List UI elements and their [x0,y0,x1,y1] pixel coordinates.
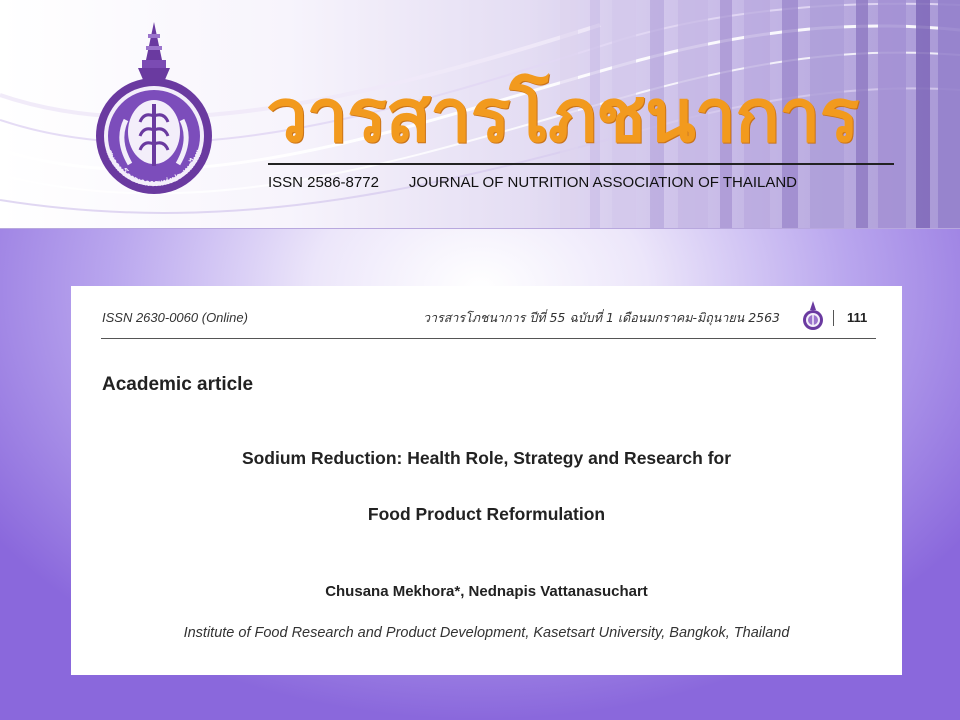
paper-issn-online: ISSN 2630-0060 (Online) [102,310,248,325]
nutrition-association-emblem-icon [86,20,222,200]
author-affiliation: Institute of Food Research and Product Development, Kasetsart University, Bangkok, Thailand [183,625,790,641]
title-divider [268,163,894,165]
banner-journal-name: JOURNAL OF NUTRITION ASSOCIATION OF THAILAND [408,174,798,191]
article-title-line-1: Sodium Reduction: Health Role, Strategy and Research for [241,448,732,468]
header-separator [833,310,834,326]
paper-volume-issue: วารสารโภชนาการ ปีที่ 55 ฉบับที่ 1 เดือนมกราคม-มิถุนายน 2563 [422,310,780,325]
banner-issn: ISSN 2586-8772 [268,174,379,191]
journal-title-thai: วารสารโภชนาการ [266,73,859,159]
header-rule [101,338,876,339]
banner-issn-line [268,174,898,191]
article-type: Academic article [102,374,254,395]
journal-banner [0,0,960,229]
journal-logo-icon [799,301,827,331]
article-first-page [71,286,902,675]
article-title-line-2: Food Product Reformulation [367,504,606,524]
emblem-ring-text: สมาคมโภชนาการแห่งประเทศไทย [103,148,205,190]
paper-page-number: 111 [847,310,868,325]
article-authors: Chusana Mekhora*, Nednapis Vattanasuchart [325,583,648,600]
